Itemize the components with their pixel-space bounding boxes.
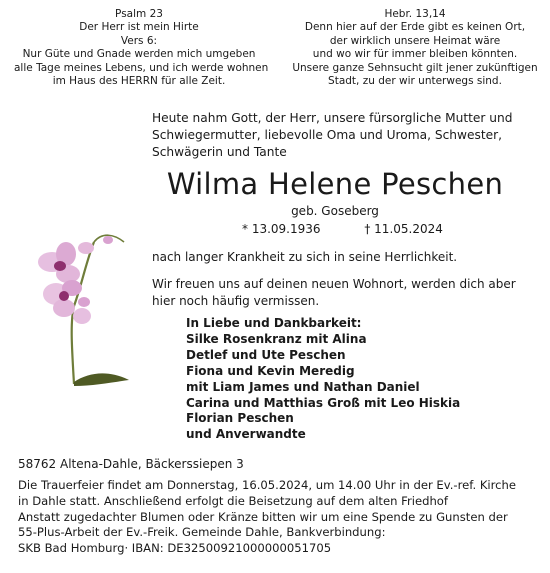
address: 58762 Altena-Dahle, Bäckerssiepen 3 <box>18 457 244 471</box>
death-date: † 11.05.2024 <box>364 222 443 236</box>
mourner-name: und Anverwandte <box>186 427 306 442</box>
passing-text <box>152 249 532 266</box>
mourner-name: Carina und Matthias Groß mit Leo Hiskia <box>186 395 461 410</box>
maiden-name: geb. Goseberg <box>291 204 379 218</box>
verse-line: Stadt, zu der wir unterwegs sind. <box>328 75 502 88</box>
psalm-verse <box>14 8 269 88</box>
hebrews-verse <box>284 8 546 88</box>
intro-line: Schwiegermutter, liebevolle Oma und Uroma, Schwester, <box>152 128 502 142</box>
mourner-name: Florian Peschen <box>186 411 294 426</box>
mourners-heading: In Liebe und Dankbarkeit: <box>186 316 362 330</box>
funeral-info <box>18 478 538 557</box>
birth-date: * 13.09.1936 <box>242 222 321 236</box>
passing-line: nach langer Krankheit zu sich in seine Herrlichkeit. <box>152 250 458 264</box>
funeral-line: in Dahle statt. Anschließend erfolgt die Beisetzung auf dem alten Friedhof <box>18 493 448 508</box>
verse-line: Hebr. 13,14 <box>384 8 446 20</box>
verse-line: Psalm 23 <box>115 8 163 20</box>
farewell-line: hier noch häufig vermissen. <box>152 294 320 308</box>
verse-line: Nur Güte und Gnade werden mich umgeben <box>22 48 256 61</box>
verse-line: der wirklich unsere Heimat wäre <box>329 34 501 47</box>
verse-line: alle Tage meines Lebens, und ich werde wohnen <box>14 61 269 74</box>
mourner-name: mit Liam James und Nathan Daniel <box>186 379 420 394</box>
intro-line: Heute nahm Gott, der Herr, unsere fürsorgliche Mutter und <box>152 111 513 125</box>
mourners-list <box>186 316 460 443</box>
verse-line: im Haus des HERRN für alle Zeit. <box>52 75 226 88</box>
orchid-image <box>24 222 144 388</box>
verse-line: und wo wir für immer bleiben könnten. <box>312 48 518 61</box>
verse-line: Unsere ganze Sehnsucht gilt jener zukünftigen <box>292 61 538 74</box>
mourner-name: Detlef und Ute Peschen <box>186 347 346 362</box>
life-dates <box>242 221 443 237</box>
bank-details: SKB Bad Homburg· IBAN: DE32500921000000051705 <box>18 541 332 556</box>
funeral-line: Die Trauerfeier findet am Donnerstag, 16.05.2024, um 14.00 Uhr in der Ev.-ref. Kirche <box>18 478 517 492</box>
mourner-name: Silke Rosenkranz mit Alina <box>186 331 367 346</box>
verse-line: Der Herr ist mein Hirte <box>79 21 199 34</box>
orchid-blossom <box>38 236 113 324</box>
mourner-name: Fiona und Kevin Meredig <box>186 363 355 378</box>
farewell-line: Wir freuen uns auf deinen neuen Wohnort, werden dich aber <box>152 277 516 291</box>
farewell-text <box>152 276 532 310</box>
intro-text <box>152 110 532 161</box>
verse-line: Vers 6: <box>120 34 158 47</box>
verse-line: Denn hier auf der Erde gibt es keinen Ort, <box>304 21 526 34</box>
intro-line: Schwägerin und Tante <box>152 145 287 159</box>
deceased-name: Wilma Helene Peschen <box>166 167 504 201</box>
donation-line: Anstatt zugedachter Blumen oder Kränze bitten wir um eine Spende zu Gunsten der <box>18 509 508 524</box>
donation-line: 55-Plus-Arbeit der Ev.-Freik. Gemeinde Dahle, Bankverbindung: <box>18 525 386 540</box>
